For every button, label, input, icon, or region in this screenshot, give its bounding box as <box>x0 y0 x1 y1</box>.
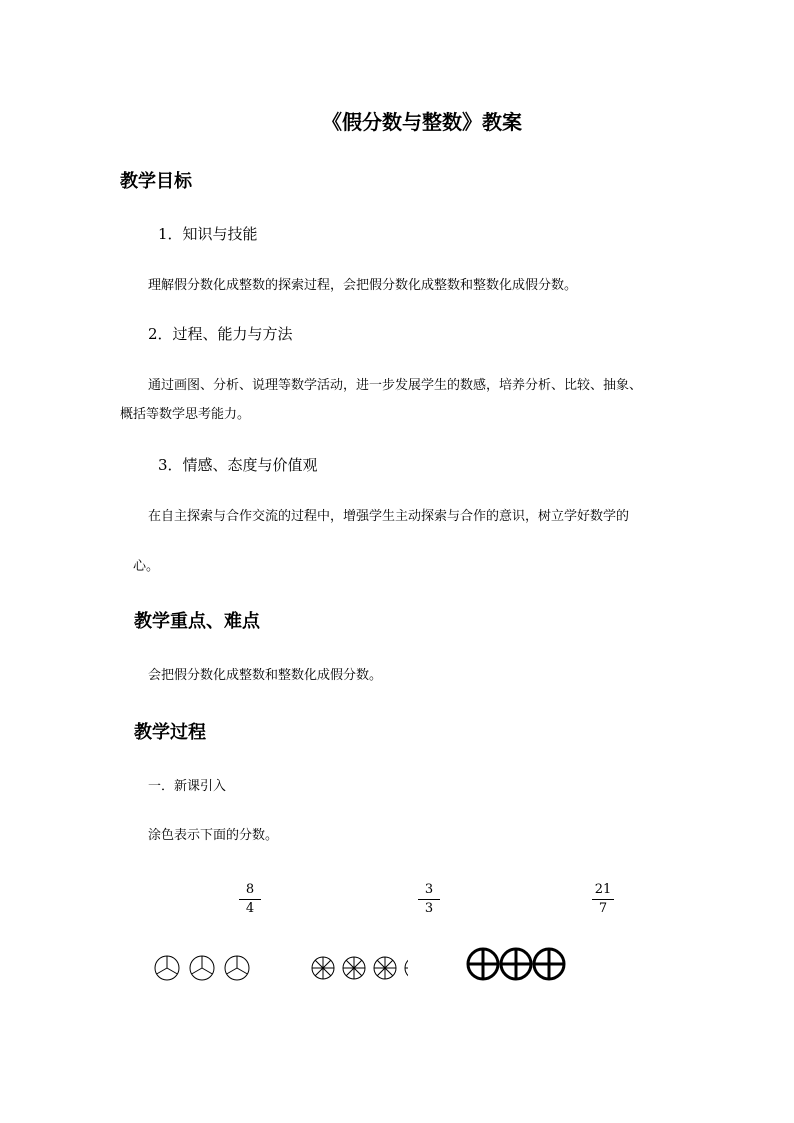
goal-item-3-title: 3．情感、态度与价值观 <box>158 456 318 474</box>
fraction-3 <box>588 883 618 916</box>
section-heading-process: 教学过程 <box>134 722 206 743</box>
key-points-text: 会把假分数化成整数和整数化成假分数。 <box>148 668 383 683</box>
goal-item-1-text: 理解假分数化成整数的探索过程，会把假分数化成整数和整数化成假分数。 <box>148 278 578 293</box>
fraction-3-numerator: 21 <box>594 882 612 897</box>
process-step-1-text: 涂色表示下面的分数。 <box>148 828 279 843</box>
divided-circle <box>343 957 365 979</box>
goal-item-2-text-line1: 通过画图、分析、说理等数学活动，进一步发展学生的数感，培养分析、比较、抽象、 <box>148 378 643 393</box>
divided-circle <box>501 949 531 979</box>
fraction-2-numerator: 3 <box>424 882 434 897</box>
goal-item-3-text-line2: 心。 <box>133 559 160 574</box>
divided-circle <box>405 957 408 979</box>
fraction-1-bar <box>239 899 261 900</box>
page-title: 《假分数与整数》教案 <box>322 110 522 134</box>
fraction-3-denominator: 7 <box>598 901 608 916</box>
divided-circle <box>155 956 179 980</box>
divided-circle <box>468 949 498 979</box>
section-heading-key-points: 教学重点、难点 <box>134 611 260 632</box>
goal-item-2-text-line2: 概括等数学思考能力。 <box>120 407 251 422</box>
fraction-2 <box>414 883 444 916</box>
divided-circle <box>534 949 564 979</box>
circle-group-eighths <box>308 950 408 986</box>
process-step-1-title: 一．新课引入 <box>148 779 227 794</box>
divided-circle <box>225 956 249 980</box>
fraction-3-bar <box>592 899 614 900</box>
circle-group-quarters <box>465 944 571 984</box>
circle-group-thirds <box>150 950 260 986</box>
fraction-2-bar <box>418 899 440 900</box>
fraction-1-numerator: 8 <box>245 882 255 897</box>
goal-item-2-title: 2．过程、能力与方法 <box>148 325 293 343</box>
goal-item-3-text-line1: 在自主探索与合作交流的过程中，增强学生主动探索与合作的意识，树立学好数学的 <box>148 509 630 524</box>
divided-circle <box>374 957 396 979</box>
divided-circle <box>312 957 334 979</box>
goal-item-1-title: 1．知识与技能 <box>158 225 258 243</box>
section-heading-goals: 教学目标 <box>120 171 192 192</box>
fraction-1 <box>235 883 265 916</box>
fraction-1-denominator: 4 <box>245 901 255 916</box>
divided-circle <box>190 956 214 980</box>
fraction-2-denominator: 3 <box>424 901 434 916</box>
